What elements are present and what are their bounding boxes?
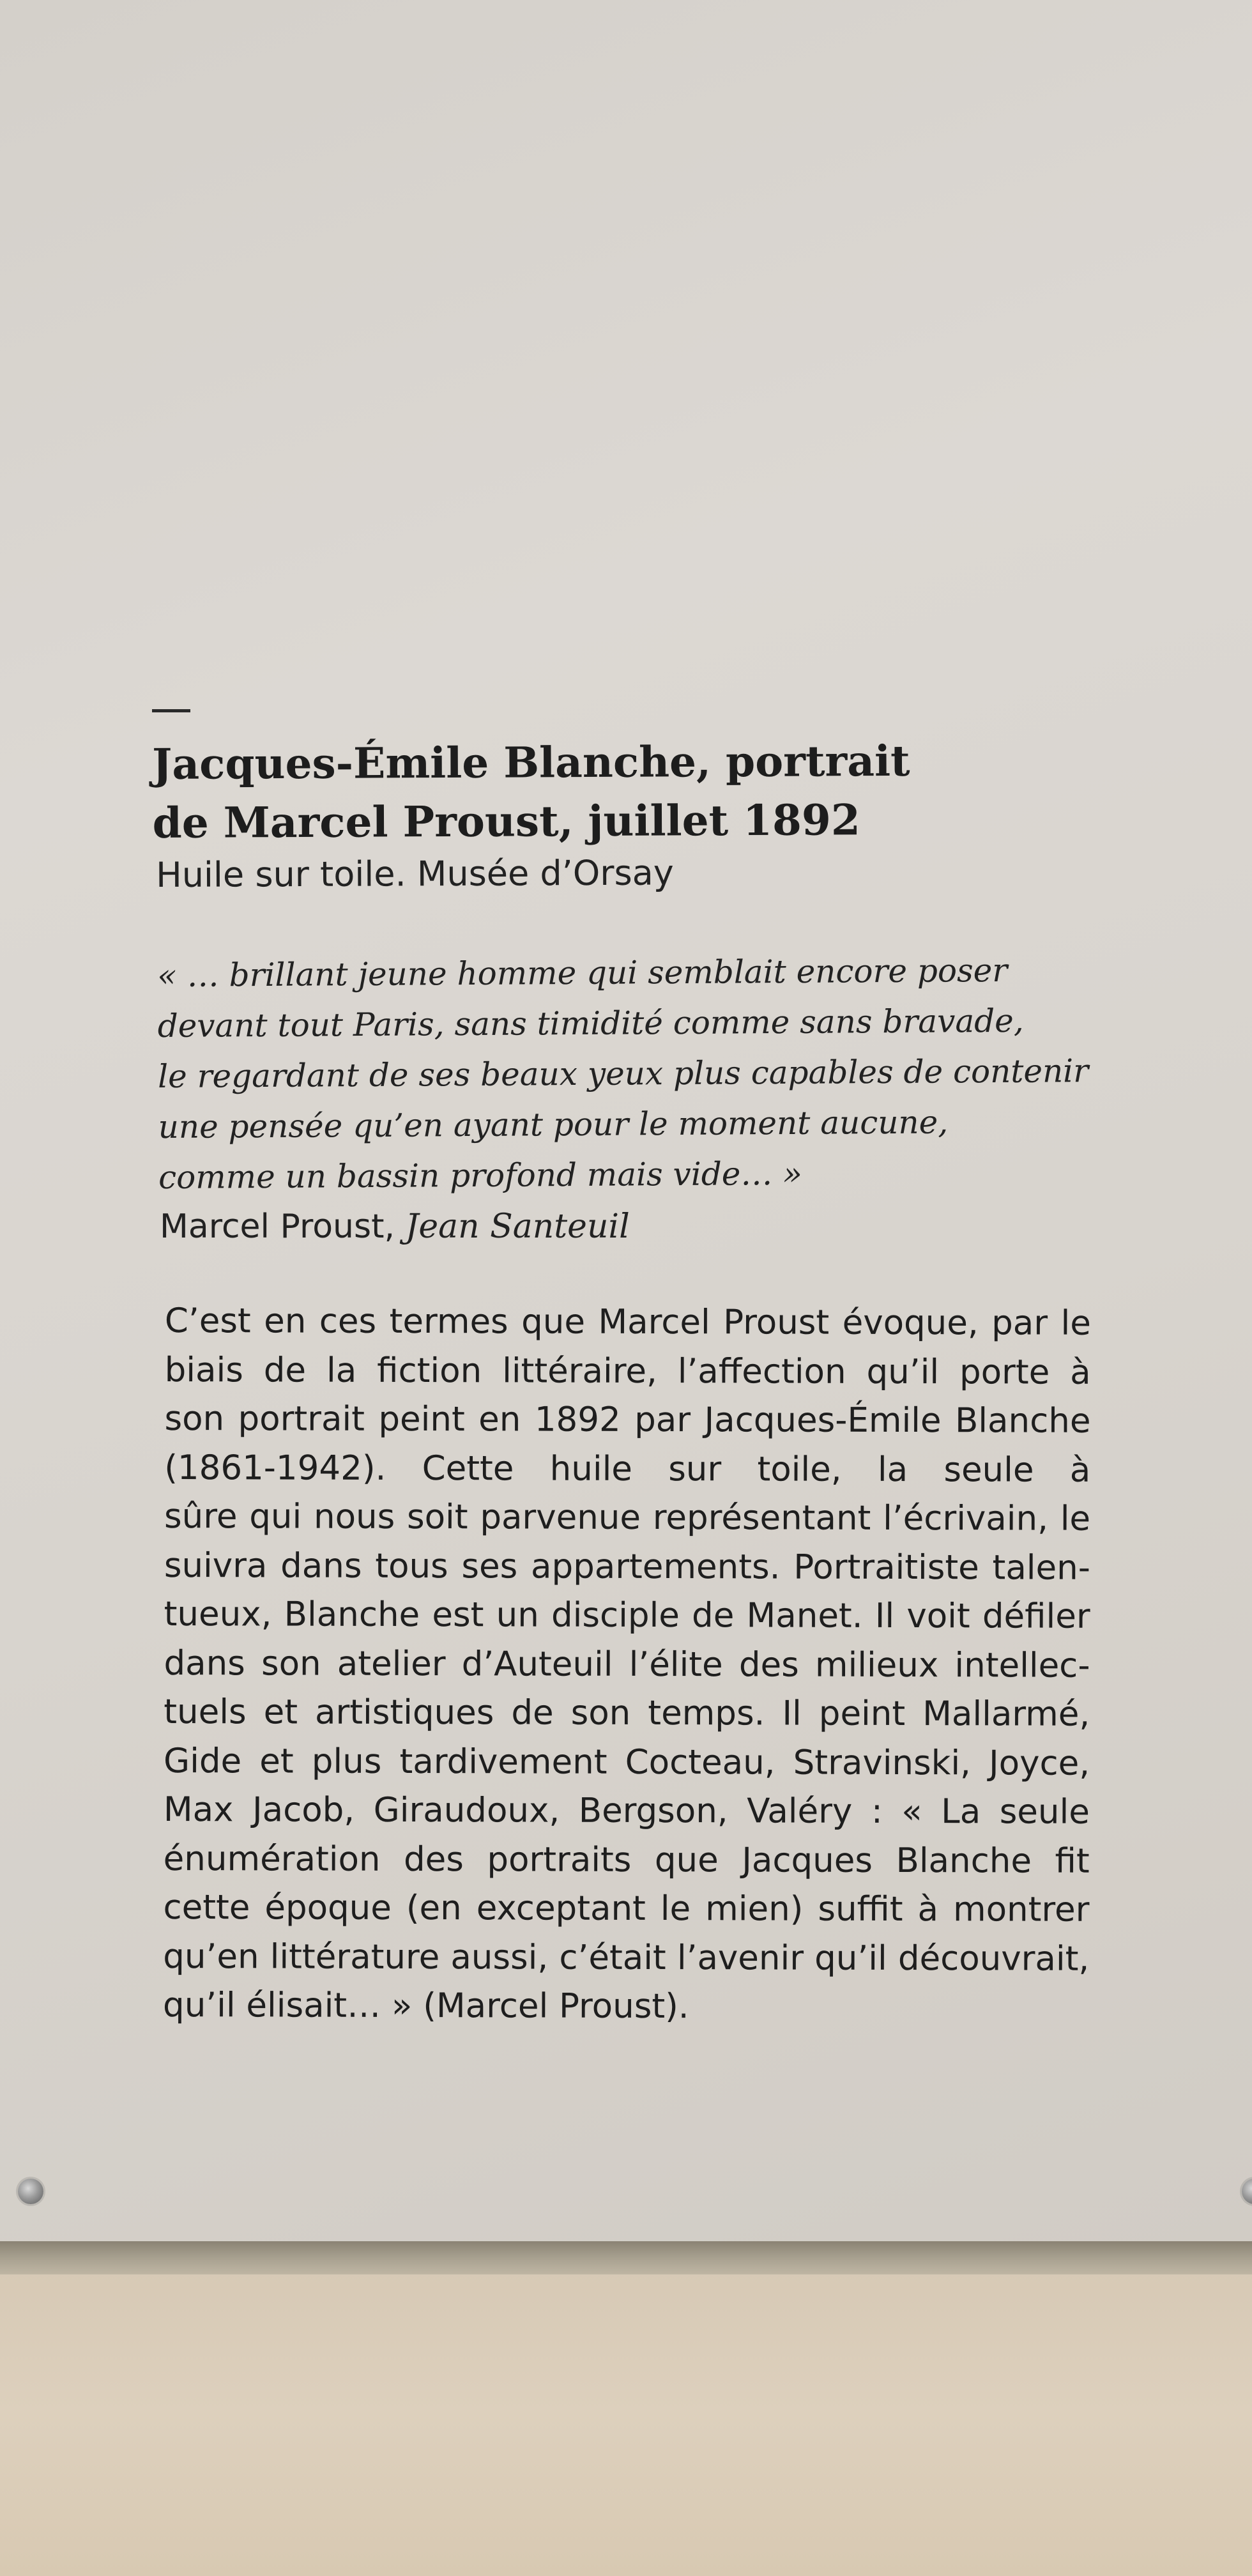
paragraph-line: qu’il élisait… » (Marcel Proust). bbox=[163, 1985, 689, 2027]
proust-quote bbox=[157, 944, 1155, 1203]
paragraph-line: C’est en ces termes que Marcel Proust évoque, par le bbox=[164, 1301, 1091, 1343]
quote-line: le regardant de ses beaux yeux plus capables de contenir bbox=[158, 1052, 1089, 1095]
paragraph-line: qu’en littérature aussi, c’était l’avenir qu’il découvrait, bbox=[163, 1936, 1090, 1979]
paragraph-line: suivra dans tous ses appartements. Portraitiste talen- bbox=[164, 1545, 1090, 1588]
paragraph-line: énumération des portraits que Jacques Blanche fit bbox=[163, 1839, 1090, 1881]
attribution-author: Marcel Proust, bbox=[160, 1208, 406, 1246]
paragraph-line: tueux, Blanche est un disciple de Manet. Il voit défiler bbox=[164, 1594, 1090, 1636]
quote-attribution bbox=[160, 1206, 630, 1247]
paragraph-line: sûre qui nous soit parvenue représentant l’écrivain, le bbox=[164, 1496, 1091, 1538]
wall bbox=[0, 2249, 1252, 2576]
paragraph-line: Max Jacob, Giraudoux, Bergson, Valéry : « La seule bbox=[163, 1790, 1090, 1832]
panel-bottom-edge bbox=[0, 2241, 1252, 2274]
artwork-title-line: de Marcel Proust, juillet 1892 bbox=[152, 795, 860, 848]
paragraph-line: tuels et artistiques de son temps. Il peint Mallarmé, bbox=[164, 1692, 1090, 1734]
paragraph-line: biais de la fiction littéraire, l’affection qu’il porte à bbox=[164, 1350, 1091, 1392]
artwork-medium-location: Huile sur toile. Musée d’Orsay bbox=[156, 852, 674, 895]
quote-line: devant tout Paris, sans timidité comme sans bravade, bbox=[157, 1002, 1024, 1045]
artwork-title-line: Jacques-Émile Blanche, portrait bbox=[152, 735, 910, 789]
screw-icon bbox=[1242, 2179, 1252, 2204]
paragraph-line: Gide et plus tardivement Cocteau, Stravinski, Joyce, bbox=[164, 1741, 1090, 1783]
quote-line: « … brillant jeune homme qui semblait encore poser bbox=[157, 951, 1008, 994]
attribution-work: Jean Santeuil bbox=[405, 1208, 630, 1246]
artwork-title bbox=[152, 730, 1111, 852]
screw-icon bbox=[18, 2179, 43, 2204]
paragraph-line: (1861-1942). Cette huile sur toile, la seule à bbox=[164, 1448, 1091, 1490]
title-dash-divider bbox=[152, 709, 190, 712]
paragraph-line: son portrait peint en 1892 par Jacques-Émile Blanche bbox=[164, 1399, 1091, 1441]
paragraph-line: dans son atelier d’Auteuil l’élite des milieux intellec- bbox=[164, 1643, 1090, 1685]
description-paragraph bbox=[163, 1297, 1091, 2032]
quote-line: comme un bassin profond mais vide… » bbox=[158, 1154, 803, 1196]
paragraph-line: cette époque (en exceptant le mien) suffit à montrer bbox=[163, 1887, 1090, 1929]
quote-line: une pensée qu’en ayant pour le moment aucune, bbox=[158, 1103, 949, 1146]
